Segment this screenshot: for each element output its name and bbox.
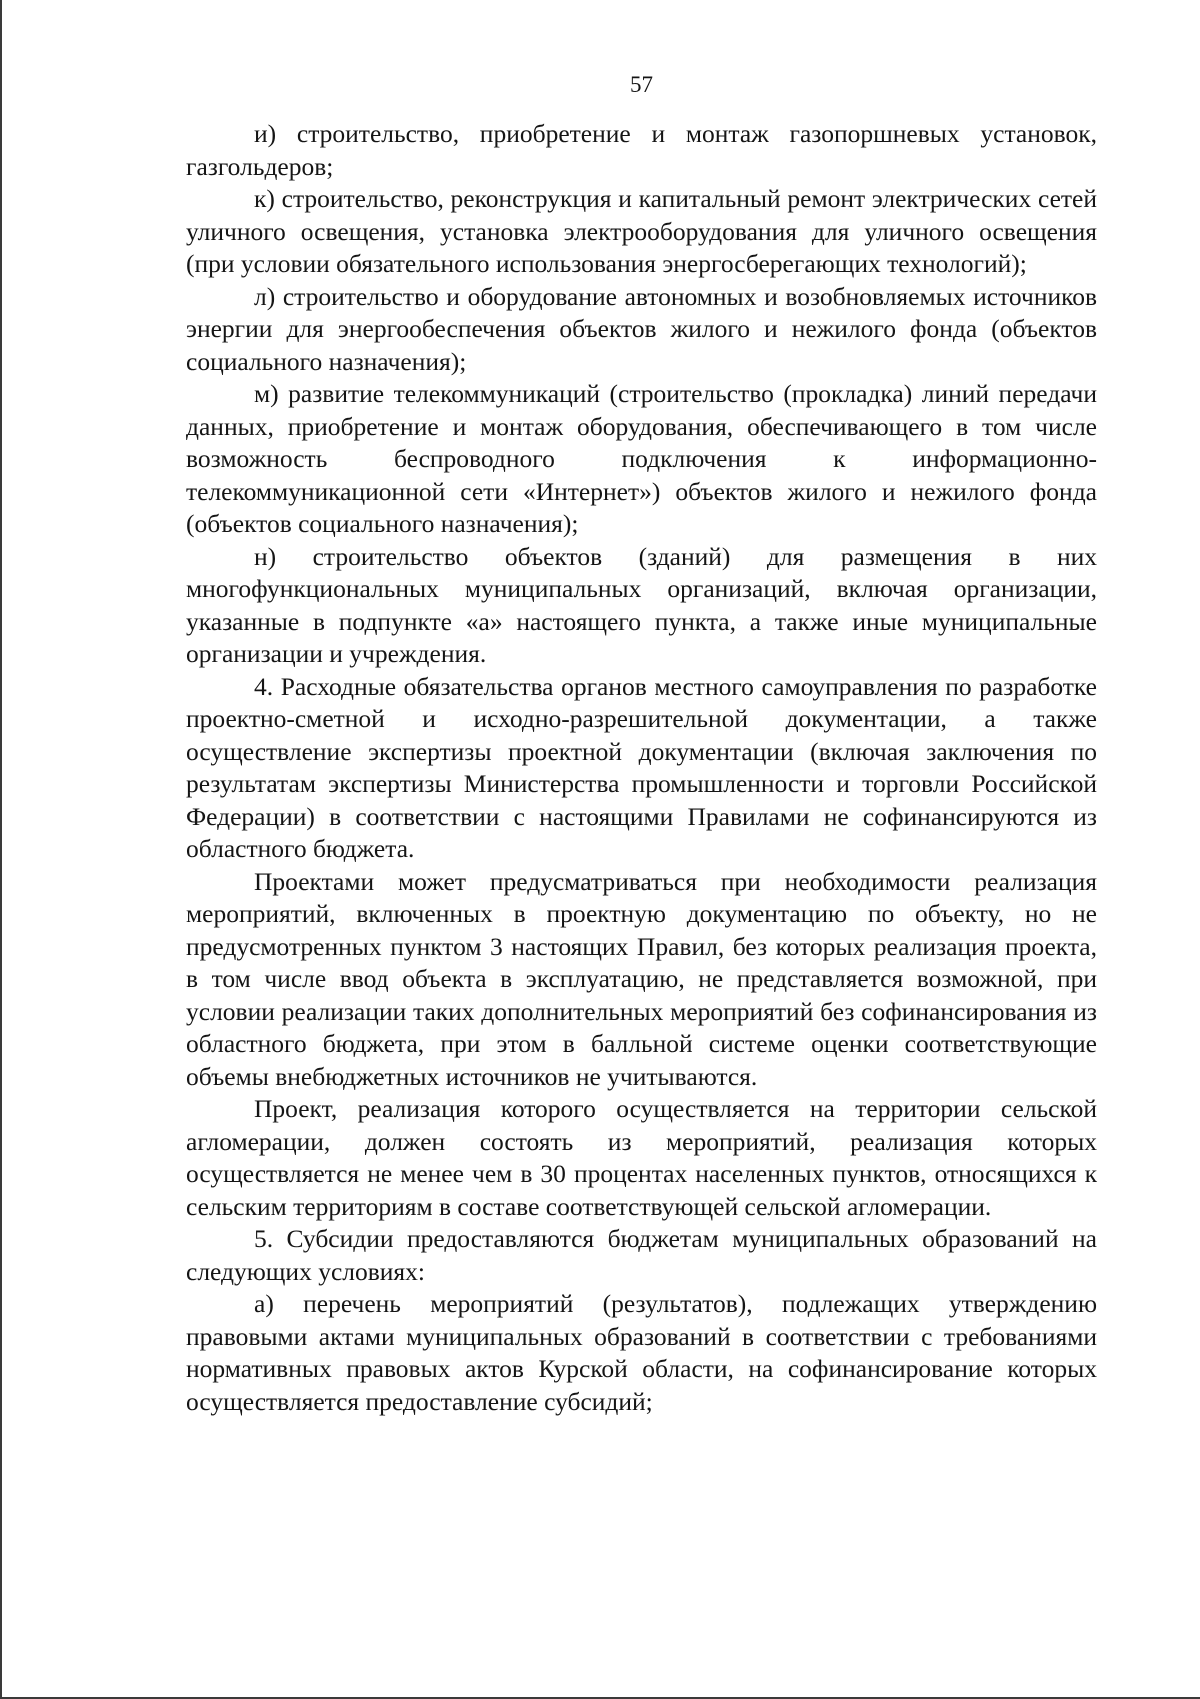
- scan-edge-left: [0, 0, 2, 1699]
- paragraph-item-a: а) перечень мероприятий (результатов), подлежащих утверждению правовыми актами муниципальных образований в соответствии с требованиями нормативных правовых актов Курской области, на софинансирование которых осуществляется предоставление субсидий;: [186, 1289, 1097, 1416]
- paragraph-item-l: л) строительство и оборудование автономных и возобновляемых источников энергии для энергообеспечения объектов жилого и нежилого фонда (объектов социального назначения);: [186, 281, 1097, 376]
- paragraph-clause-5: 5. Субсидии предоставляются бюджетам муниципальных образований на следующих условиях:: [186, 1224, 1097, 1286]
- paragraph-clause-4: 4. Расходные обязательства органов местного самоуправления по разработке проектно-сметной и исходно-разрешительной документации, а также осуществление экспертизы проектной документации (включая заключения по результатам экспертизы Министерства промышленности и торговли Российской Федерации) в соответствии с настоящими Правилами не софинансируются из областного бюджета.: [186, 671, 1097, 863]
- paragraph-item-i: и) строительство, приобретение и монтаж газопоршневых установок, газгольдеров;: [186, 119, 1097, 181]
- page-number: 57: [630, 72, 653, 97]
- document-page: [186, 72, 1097, 1418]
- paragraph-projects: Проектами может предусматриваться при необходимости реализация мероприятий, включенных в проектную документацию по объекту, но не предусмотренных пунктом 3 настоящих Правил, без которых реализация проекта, в том числе ввод объекта в эксплуатацию, не представляется возможной, при условии реализации таких дополнительных мероприятий без софинансирования из областного бюджета, при этом в балльной системе оценки соответствующие объемы внебюджетных источников не учитываются.: [186, 866, 1097, 1091]
- paragraph-agglomeration: Проект, реализация которого осуществляется на территории сельской агломерации, должен состоять из мероприятий, реализация которых осуществляется не менее чем в 30 процентах населенных пунктов, относящихся к сельским территориям в составе соответствующей сельской агломерации.: [186, 1094, 1097, 1221]
- paragraph-item-n: н) строительство объектов (зданий) для размещения в них многофункциональных муниципальных организаций, включая организации, указанные в подпункте «а» настоящего пункта, а также иные муниципальные организации и учреждения.: [186, 541, 1097, 668]
- paragraph-item-m: м) развитие телекоммуникаций (строительство (прокладка) линий передачи данных, приобретение и монтаж оборудования, обеспечивающего в том числе возможность беспроводного подключения к информационно-телекоммуникационной сети «Интернет») объектов жилого и нежилого фонда (объектов социального назначения);: [186, 379, 1097, 538]
- paragraph-item-k: к) строительство, реконструкция и капитальный ремонт электрических сетей уличного освещения, установка электрооборудования для уличного освещения (при условии обязательного использования энергосберегающих технологий);: [186, 184, 1097, 278]
